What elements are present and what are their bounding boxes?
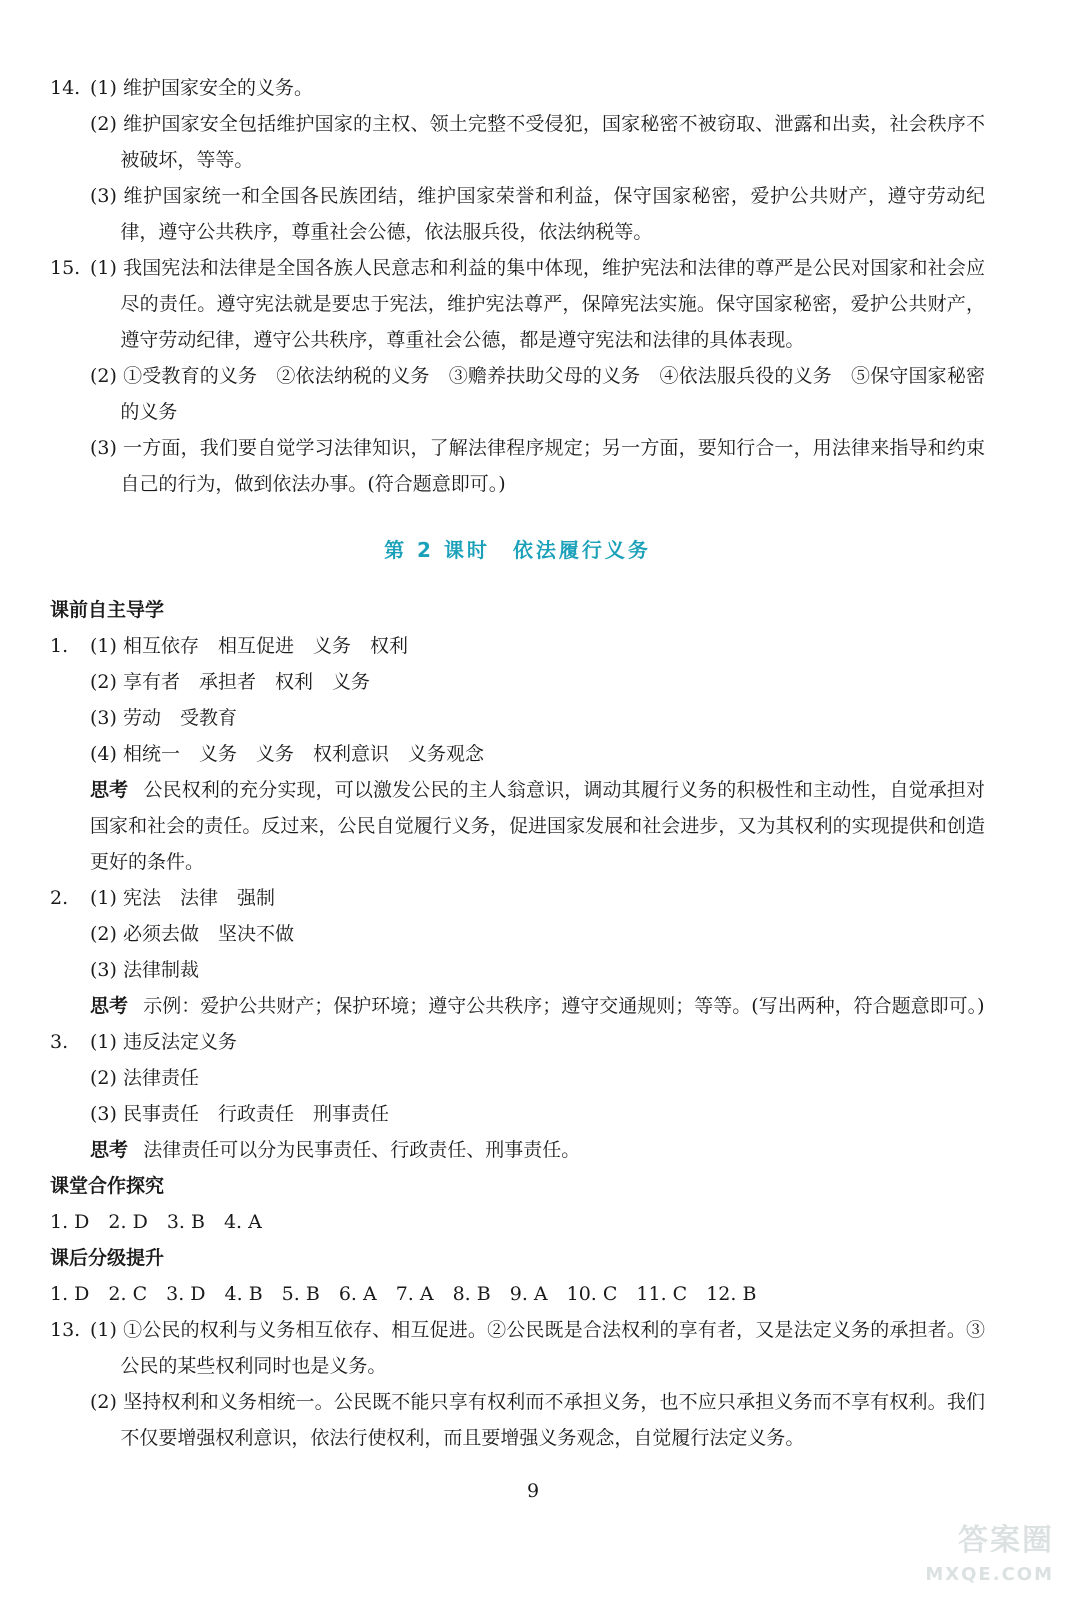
answer-part-3: (3) 民事责任 行政责任 刑事责任 <box>90 1103 389 1125</box>
answer-item: 4. A <box>223 1211 262 1233</box>
answer-item: 3. B <box>166 1211 205 1233</box>
think-label: 思考 <box>90 779 129 801</box>
watermark-title: 答案圈 <box>958 1523 1054 1558</box>
question-number: 3. <box>50 1031 69 1053</box>
answer-part-2: (2) 必须去做 坚决不做 <box>90 923 294 945</box>
question-15 <box>50 250 985 502</box>
answer-item: 2. D <box>108 1211 148 1233</box>
after-class-heading: 课后分级提升 <box>50 1247 165 1269</box>
answer-part-1: (1) 宪法 法律 强制 <box>90 887 275 909</box>
watermark-text <box>844 1524 1054 1592</box>
answer-part-3: (3) 维护国家统一和全国各民族团结，维护国家荣誉和利益，保守国家秘密，爱护公共财产，遵守劳动纪律，遵守公共秩序，尊重社会公德，依法服兵役，依法纳税等。 <box>90 185 985 243</box>
answer-part-3: (3) 一方面，我们要自觉学习法律知识，了解法律程序规定；另一方面，要知行合一，用法律来指导和约束自己的行为，做到依法办事。(符合题意即可。) <box>90 437 985 495</box>
answer-item: 11. C <box>636 1283 688 1305</box>
answer-item: 8. B <box>452 1283 491 1305</box>
think-label: 思考 <box>90 995 129 1017</box>
question-number: 2. <box>50 887 69 909</box>
watermark-url: MXQE.COM <box>925 1564 1054 1585</box>
question-number: 13. <box>50 1319 81 1341</box>
answer-part-2: (2) 维护国家安全包括维护国家的主权、领土完整不受侵犯，国家秘密不被窃取、泄露和出卖，社会秩序不被破坏，等等。 <box>90 113 985 171</box>
after-class-answers <box>50 1276 985 1312</box>
answer-part-2: (2) 法律责任 <box>90 1067 199 1089</box>
answer-item: 1. D <box>50 1211 90 1233</box>
answer-item: 5. B <box>281 1283 320 1305</box>
think-text: 法律责任可以分为民事责任、行政责任、刑事责任。 <box>143 1139 581 1161</box>
question-number: 14. <box>50 77 81 99</box>
question-13 <box>50 1312 985 1456</box>
answer-part-1: (1) 违反法定义务 <box>90 1031 237 1053</box>
section-title: 第 2 课时 依法履行义务 <box>384 538 651 562</box>
pre-study-question-1 <box>50 628 985 880</box>
think-text: 示例：爱护公共财产；保护环境；遵守公共秩序；遵守交通规则；等等。(写出两种，符合题意即可。) <box>143 995 985 1017</box>
watermark-logo <box>844 1492 1054 1592</box>
question-14 <box>50 70 985 250</box>
pre-study-question-2 <box>50 880 985 1024</box>
answer-part-3: (3) 劳动 受教育 <box>90 707 237 729</box>
think-label: 思考 <box>90 1139 129 1161</box>
question-number: 1. <box>50 635 69 657</box>
answer-item: 6. A <box>338 1283 377 1305</box>
answer-part-1: (1) 我国宪法和法律是全国各族人民意志和利益的集中体现，维护宪法和法律的尊严是公民对国家和社会应尽的责任。遵守宪法就是要忠于宪法，维护宪法尊严，保障宪法实施。保守国家秘密，爱护公共财产，遵守劳动纪律，遵守公共秩序，尊重社会公德，都是遵守宪法和法律的具体表现。 <box>90 257 985 351</box>
answer-part-1: (1) ①公民的权利与义务相互依存、相互促进。②公民既是合法权利的享有者，又是法定义务的承担者。③公民的某些权利同时也是义务。 <box>90 1319 985 1377</box>
think-block <box>90 772 985 880</box>
answer-item: 3. D <box>166 1283 206 1305</box>
answer-item: 12. B <box>706 1283 757 1305</box>
think-text: 公民权利的充分实现，可以激发公民的主人翁意识，调动其履行义务的积极性和主动性，自觉承担对国家和社会的责任。反过来，公民自觉履行义务，促进国家发展和社会进步，又为其权利的实现提供和创造更好的条件。 <box>90 779 985 873</box>
coop-heading: 课堂合作探究 <box>50 1175 165 1197</box>
think-block <box>90 988 985 1024</box>
answer-item: 7. A <box>395 1283 434 1305</box>
page-number: 9 <box>526 1480 540 1502</box>
answer-item: 9. A <box>509 1283 548 1305</box>
answer-part-4: (4) 相统一 义务 义务 权利意识 义务观念 <box>90 743 484 765</box>
coop-answers <box>50 1204 985 1240</box>
think-block <box>90 1132 985 1168</box>
answer-part-1: (1) 维护国家安全的义务。 <box>90 77 313 99</box>
answer-part-3: (3) 法律制裁 <box>90 959 199 981</box>
question-number: 15. <box>50 257 81 279</box>
answer-part-2: (2) 享有者 承担者 权利 义务 <box>90 671 370 693</box>
answer-part-1: (1) 相互依存 相互促进 义务 权利 <box>90 635 408 657</box>
answer-item: 2. C <box>108 1283 148 1305</box>
answer-item: 10. C <box>566 1283 618 1305</box>
answer-item: 4. B <box>224 1283 263 1305</box>
answer-part-2: (2) 坚持权利和义务相统一。公民既不能只享有权利而不承担义务，也不应只承担义务而不享有权利。我们不仅要增强权利意识，依法行使权利，而且要增强义务观念，自觉履行法定义务。 <box>90 1391 985 1449</box>
answer-item: 1. D <box>50 1283 90 1305</box>
answer-part-2: (2) ①受教育的义务 ②依法纳税的义务 ③赡养扶助父母的义务 ④依法服兵役的义务 ⑤保守国家秘密的义务 <box>90 365 985 423</box>
page-content <box>50 70 985 1456</box>
pre-study-question-3 <box>50 1024 985 1168</box>
pre-study-heading: 课前自主导学 <box>50 599 165 621</box>
